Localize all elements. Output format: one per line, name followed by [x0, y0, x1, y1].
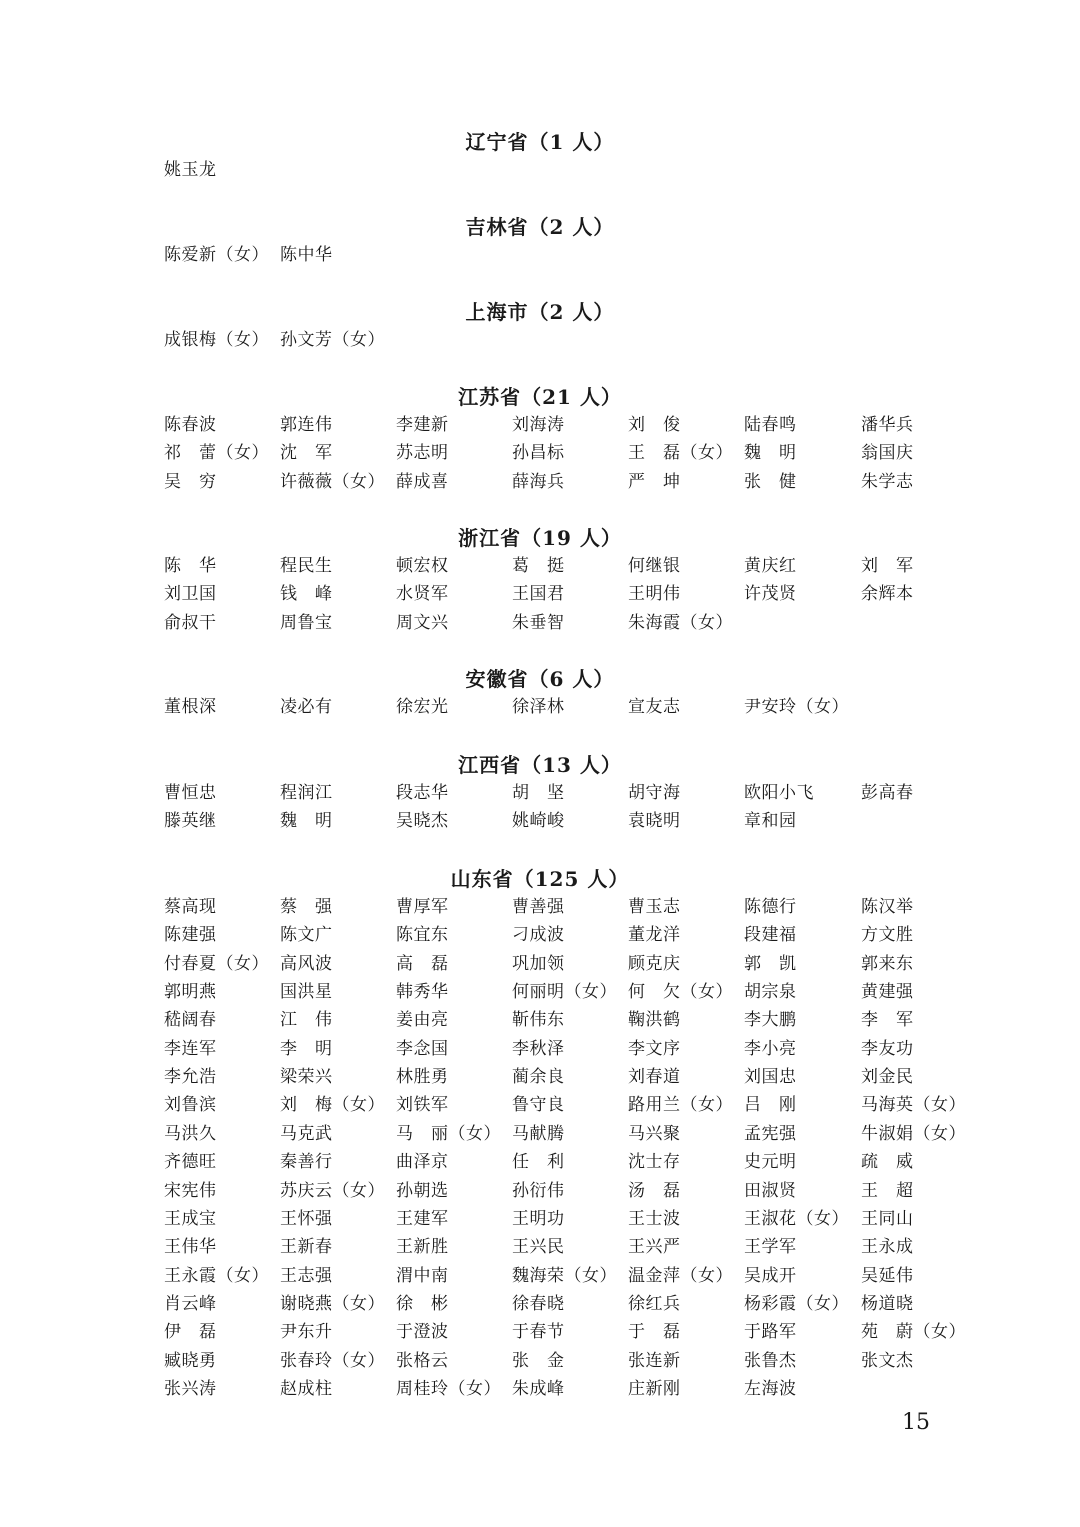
person-name: 顾克庆: [628, 953, 681, 974]
person-name: 李允浩: [164, 1067, 217, 1088]
person-name: 张 金: [512, 1350, 565, 1371]
person-name: 曹厚军: [396, 897, 449, 917]
person-name: 孙朝选: [396, 1180, 449, 1201]
person-name: 沈士存: [628, 1152, 681, 1173]
name-row: [0, 1290, 1080, 1318]
person-name: 路用兰（女）: [628, 1095, 733, 1116]
person-name: 王 磊（女）: [628, 443, 733, 464]
person-name: 葛 挺: [512, 556, 565, 576]
person-name: 刘铁军: [396, 1095, 449, 1116]
person-name: 周鲁宝: [280, 612, 333, 633]
person-name: 欧阳小飞: [744, 783, 814, 803]
person-name: 李大鹏: [744, 1010, 797, 1031]
person-name: 田淑贤: [744, 1180, 797, 1201]
person-name: 张春玲（女）: [280, 1350, 385, 1371]
person-name: 郭连伟: [280, 415, 333, 435]
person-name: 刘卫国: [164, 584, 217, 605]
person-name: 姜由亮: [396, 1010, 449, 1031]
province-section: [0, 128, 1080, 188]
person-name: 董龙洋: [628, 925, 681, 946]
name-row: [0, 1177, 1080, 1205]
person-name: 李小亮: [744, 1038, 797, 1059]
person-name: 魏 明: [280, 811, 333, 832]
person-name: 陈汉举: [861, 897, 914, 917]
person-name: 钱 峰: [280, 584, 333, 605]
province-section: [0, 298, 1080, 358]
name-row: [0, 978, 1080, 1006]
province-section: [0, 865, 1080, 1407]
person-name: 齐德旺: [164, 1152, 217, 1173]
person-name: 宋宪伟: [164, 1180, 217, 1201]
name-row: [0, 156, 1080, 184]
person-name: 程润江: [280, 783, 333, 803]
person-name: 刘鲁滨: [164, 1095, 217, 1116]
person-name: 周文兴: [396, 612, 449, 633]
name-row: [0, 1035, 1080, 1063]
person-name: 杨道晓: [861, 1293, 914, 1314]
person-name: 李 明: [280, 1038, 333, 1059]
person-name: 杨彩霞（女）: [744, 1293, 849, 1314]
person-name: 王永霞（女）: [164, 1265, 269, 1286]
person-name: 靳伟东: [512, 1010, 565, 1031]
person-name: 苏志明: [396, 443, 449, 464]
person-name: 孟宪强: [744, 1123, 797, 1144]
person-name: 朱海霞（女）: [628, 612, 733, 633]
name-row: [0, 1375, 1080, 1403]
person-name: 陈爱新（女）: [164, 245, 269, 265]
name-row: [0, 1063, 1080, 1091]
person-name: 伊 磊: [164, 1322, 217, 1343]
name-row: [0, 893, 1080, 921]
person-name: 王 超: [861, 1180, 914, 1201]
person-name: 王志强: [280, 1265, 333, 1286]
person-name: 李文序: [628, 1038, 681, 1059]
province-section: [0, 213, 1080, 273]
name-row: [0, 1205, 1080, 1233]
person-name: 章和园: [744, 811, 797, 832]
person-name: 王永成: [861, 1237, 914, 1258]
person-name: 何继银: [628, 556, 681, 576]
person-name: 王新春: [280, 1237, 333, 1258]
person-name: 于澄波: [396, 1322, 449, 1343]
person-name: 张兴涛: [164, 1378, 217, 1399]
person-name: 郭来东: [861, 953, 914, 974]
name-row: [0, 921, 1080, 949]
person-name: 牛淑娟（女）: [861, 1123, 966, 1144]
person-name: 王伟华: [164, 1237, 217, 1258]
person-name: 王成宝: [164, 1208, 217, 1229]
person-name: 胡宗泉: [744, 982, 797, 1003]
person-name: 曹恒忠: [164, 783, 217, 803]
person-name: 曹善强: [512, 897, 565, 917]
name-row: [0, 1006, 1080, 1034]
person-name: 程民生: [280, 556, 333, 576]
person-name: 张鲁杰: [744, 1350, 797, 1371]
name-row: [0, 411, 1080, 439]
person-name: 姚玉龙: [164, 160, 217, 180]
person-name: 朱学志: [861, 471, 914, 492]
province-heading: 上海市（2 人）: [465, 300, 615, 324]
person-name: 王明功: [512, 1208, 565, 1229]
person-name: 陈中华: [280, 245, 333, 265]
person-name: 疏 威: [861, 1152, 914, 1173]
person-name: 曲泽京: [396, 1152, 449, 1173]
person-name: 张连新: [628, 1350, 681, 1371]
person-name: 李秋泽: [512, 1038, 565, 1059]
person-name: 孙文芳（女）: [280, 330, 385, 350]
person-name: 巩加领: [512, 953, 565, 974]
person-name: 王怀强: [280, 1208, 333, 1229]
person-name: 苏庆云（女）: [280, 1180, 385, 1201]
person-name: 陈德行: [744, 897, 797, 917]
person-name: 马海英（女）: [861, 1095, 966, 1116]
person-name: 汤 磊: [628, 1180, 681, 1201]
person-name: 刁成波: [512, 925, 565, 946]
person-name: 严 坤: [628, 471, 681, 492]
person-name: 左海波: [744, 1378, 797, 1399]
name-row: [0, 1148, 1080, 1176]
person-name: 马洪久: [164, 1123, 217, 1144]
person-name: 王建军: [396, 1208, 449, 1229]
person-name: 王士波: [628, 1208, 681, 1229]
person-name: 李连军: [164, 1038, 217, 1059]
person-name: 翁国庆: [861, 443, 914, 464]
province-heading: 山东省（125 人）: [450, 867, 630, 891]
name-row: [0, 693, 1080, 721]
person-name: 王国君: [512, 584, 565, 605]
person-name: 王兴严: [628, 1237, 681, 1258]
person-name: 方文胜: [861, 925, 914, 946]
person-name: 曹玉志: [628, 897, 681, 917]
person-name: 陆春鸣: [744, 415, 797, 435]
person-name: 任 利: [512, 1152, 565, 1173]
person-name: 袁晓明: [628, 811, 681, 832]
person-name: 李友功: [861, 1038, 914, 1059]
person-name: 陈文广: [280, 925, 333, 946]
person-name: 沈 军: [280, 443, 333, 464]
person-name: 马 丽（女）: [396, 1123, 501, 1144]
person-name: 鞠洪鹤: [628, 1010, 681, 1031]
person-name: 肖云峰: [164, 1293, 217, 1314]
person-name: 刘海涛: [512, 415, 565, 435]
person-name: 江 伟: [280, 1010, 333, 1031]
person-name: 王学军: [744, 1237, 797, 1258]
person-name: 何丽明（女）: [512, 982, 617, 1003]
name-row: [0, 950, 1080, 978]
person-name: 水贤军: [396, 584, 449, 605]
person-name: 苑 蔚（女）: [861, 1322, 966, 1343]
person-name: 胡 坚: [512, 783, 565, 803]
person-name: 吕 刚: [744, 1095, 797, 1116]
person-name: 高风波: [280, 953, 333, 974]
person-name: 王同山: [861, 1208, 914, 1229]
person-name: 郭明燕: [164, 982, 217, 1003]
name-row: [0, 241, 1080, 269]
person-name: 吴晓杰: [396, 811, 449, 832]
person-name: 谢晓燕（女）: [280, 1293, 385, 1314]
person-name: 李建新: [396, 415, 449, 435]
person-name: 刘国忠: [744, 1067, 797, 1088]
person-name: 俞叔干: [164, 612, 217, 633]
person-name: 尹安玲（女）: [744, 697, 849, 717]
person-name: 董根深: [164, 697, 217, 717]
person-name: 魏 明: [744, 443, 797, 464]
person-name: 顿宏权: [396, 556, 449, 576]
province-heading: 辽宁省（1 人）: [465, 130, 615, 154]
person-name: 许茂贤: [744, 584, 797, 605]
person-name: 吴延伟: [861, 1265, 914, 1286]
name-row: [0, 326, 1080, 354]
name-row: [0, 552, 1080, 580]
person-name: 凌必有: [280, 697, 333, 717]
province-section: [0, 751, 1080, 840]
person-name: 赵成柱: [280, 1378, 333, 1399]
person-name: 郭 凯: [744, 953, 797, 974]
person-name: 马克武: [280, 1123, 333, 1144]
name-row: [0, 468, 1080, 496]
person-name: 陈宜东: [396, 925, 449, 946]
province-heading: 江西省（13 人）: [458, 753, 622, 777]
person-name: 朱垂智: [512, 612, 565, 633]
person-name: 蔺余良: [512, 1067, 565, 1088]
person-name: 蔡高现: [164, 897, 217, 917]
person-name: 黄建强: [861, 982, 914, 1003]
person-name: 蔡 强: [280, 897, 333, 917]
person-name: 孙昌标: [512, 443, 565, 464]
person-name: 高 磊: [396, 953, 449, 974]
person-name: 陈春波: [164, 415, 217, 435]
name-row: [0, 580, 1080, 608]
person-name: 魏海荣（女）: [512, 1265, 617, 1286]
person-name: 马献腾: [512, 1123, 565, 1144]
name-row: [0, 1091, 1080, 1119]
person-name: 温金萍（女）: [628, 1265, 733, 1286]
person-name: 鲁守良: [512, 1095, 565, 1116]
person-name: 刘 俊: [628, 415, 681, 435]
person-name: 段建福: [744, 925, 797, 946]
person-name: 徐宏光: [396, 697, 449, 717]
person-name: 渭中南: [396, 1265, 449, 1286]
person-name: 付春夏（女）: [164, 953, 269, 974]
province-section: [0, 383, 1080, 500]
person-name: 薛海兵: [512, 471, 565, 492]
person-name: 滕英继: [164, 811, 217, 832]
name-row: [0, 1318, 1080, 1346]
person-name: 吴 穷: [164, 471, 217, 492]
name-row: [0, 779, 1080, 807]
province-heading: 吉林省（2 人）: [465, 215, 615, 239]
person-name: 张格云: [396, 1350, 449, 1371]
province-heading: 安徽省（6 人）: [465, 667, 615, 691]
person-name: 许薇薇（女）: [280, 471, 385, 492]
person-name: 史元明: [744, 1152, 797, 1173]
person-name: 臧晓勇: [164, 1350, 217, 1371]
person-name: 尹东升: [280, 1322, 333, 1343]
person-name: 王淑花（女）: [744, 1208, 849, 1229]
person-name: 姚崎峻: [512, 811, 565, 832]
person-name: 梁荣兴: [280, 1067, 333, 1088]
person-name: 林胜勇: [396, 1067, 449, 1088]
person-name: 徐泽林: [512, 697, 565, 717]
person-name: 刘 军: [861, 556, 914, 576]
person-name: 王新胜: [396, 1237, 449, 1258]
name-row: [0, 1262, 1080, 1290]
province-heading: 浙江省（19 人）: [458, 526, 622, 550]
person-name: 张 健: [744, 471, 797, 492]
person-name: 徐红兵: [628, 1293, 681, 1314]
province-section: [0, 665, 1080, 725]
person-name: 孙衍伟: [512, 1180, 565, 1201]
person-name: 刘春道: [628, 1067, 681, 1088]
person-name: 陈 华: [164, 556, 217, 576]
name-row: [0, 1347, 1080, 1375]
province-section: [0, 524, 1080, 641]
person-name: 薛成喜: [396, 471, 449, 492]
name-row: [0, 1120, 1080, 1148]
person-name: 宣友志: [628, 697, 681, 717]
name-row: [0, 439, 1080, 467]
person-name: 于 磊: [628, 1322, 681, 1343]
person-name: 朱成峰: [512, 1378, 565, 1399]
person-name: 周桂玲（女）: [396, 1378, 501, 1399]
person-name: 黄庆红: [744, 556, 797, 576]
person-name: 潘华兵: [861, 415, 914, 435]
person-name: 徐 彬: [396, 1293, 449, 1314]
province-heading: 江苏省（21 人）: [458, 385, 622, 409]
name-row: [0, 807, 1080, 835]
person-name: 马兴聚: [628, 1123, 681, 1144]
person-name: 嵇阔春: [164, 1010, 217, 1031]
person-name: 国洪星: [280, 982, 333, 1003]
person-name: 王明伟: [628, 584, 681, 605]
person-name: 段志华: [396, 783, 449, 803]
person-name: 张文杰: [861, 1350, 914, 1371]
name-row: [0, 1233, 1080, 1261]
person-name: 于春节: [512, 1322, 565, 1343]
person-name: 余辉本: [861, 584, 914, 605]
person-name: 胡守海: [628, 783, 681, 803]
person-name: 何 欠（女）: [628, 982, 733, 1003]
person-name: 彭高春: [861, 783, 914, 803]
page-number: 15: [902, 1410, 930, 1435]
person-name: 刘金民: [861, 1067, 914, 1088]
person-name: 李 军: [861, 1010, 914, 1031]
person-name: 庄新刚: [628, 1378, 681, 1399]
person-name: 吴成开: [744, 1265, 797, 1286]
person-name: 徐春晓: [512, 1293, 565, 1314]
name-row: [0, 609, 1080, 637]
person-name: 祁 蕾（女）: [164, 443, 269, 464]
person-name: 陈建强: [164, 925, 217, 946]
person-name: 于路军: [744, 1322, 797, 1343]
person-name: 秦善行: [280, 1152, 333, 1173]
person-name: 王兴民: [512, 1237, 565, 1258]
person-name: 李念国: [396, 1038, 449, 1059]
person-name: 刘 梅（女）: [280, 1095, 385, 1116]
person-name: 成银梅（女）: [164, 330, 269, 350]
person-name: 韩秀华: [396, 982, 449, 1003]
